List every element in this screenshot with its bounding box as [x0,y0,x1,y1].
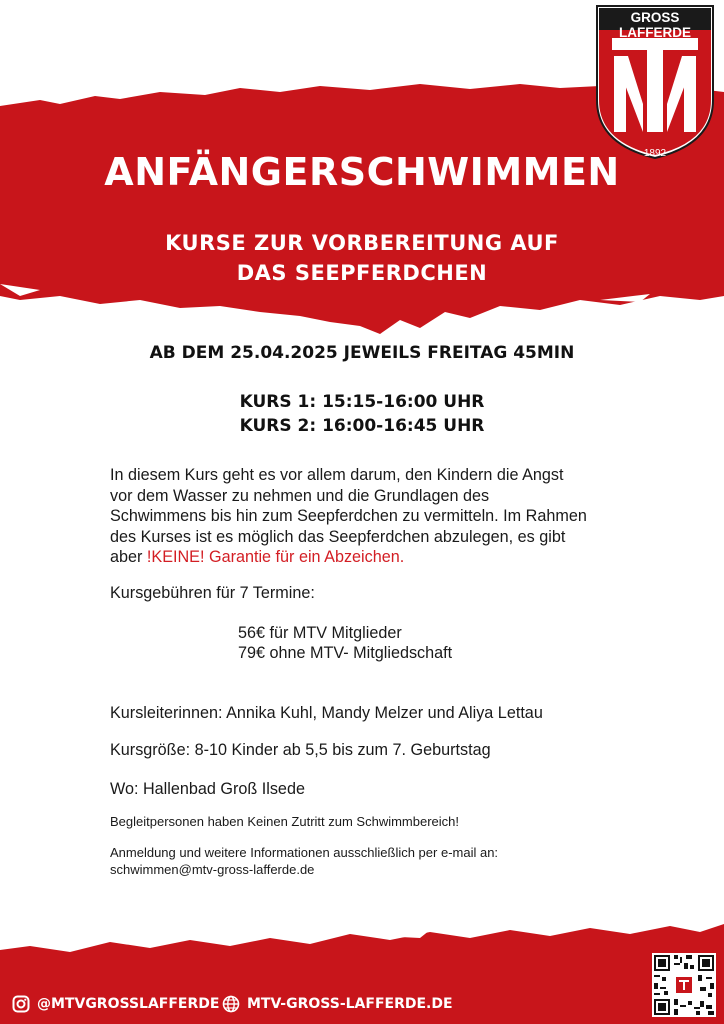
registration-text: Anmeldung und weitere Informationen ausschließlich per e-mail an: [110,845,499,860]
instagram-handle[interactable] [12,995,219,1013]
course-2-time: KURS 2: 16:00-16:45 UHR [239,416,485,436]
description-line: In diesem Kurs geht es vor allem darum, den Kindern die Angst [110,466,564,484]
registration-info [110,844,630,878]
globe-icon [222,995,240,1013]
course-description [110,465,630,568]
instagram-label: @MTVGROSSLAFFERDE [37,996,220,1012]
logo-name: GROSS LAFFERDE [619,10,691,40]
description-line [110,547,630,568]
registration-email[interactable]: schwimmen@mtv-gross-lafferde.de [110,862,315,877]
subtitle-line-1: KURSE ZUR VORBEREITUNG AUF [165,231,559,255]
fee-non-members: 79€ ohne MTV- Mitgliedschaft [238,644,453,662]
page-title: ANFÄNGERSCHWIMMEN [104,150,620,194]
logo-year: 1892 [643,148,667,159]
fees-heading: Kursgebühren für 7 Termine: [110,584,315,602]
subtitle [0,228,724,288]
instructors: Kursleiterinnen: Annika Kuhl, Mandy Melzer und Aliya Lettau [110,704,543,722]
subtitle-line-2: DAS SEEPFERDCHEN [236,261,488,285]
description-line: vor dem Wasser zu nehmen und die Grundlagen des [110,486,490,505]
website-label: MTV-GROSS-LAFFERDE.DE [247,996,453,1012]
course-1-time: KURS 1: 15:15-16:00 UHR [239,392,485,412]
group-size: Kursgröße: 8-10 Kinder ab 5,5 bis zum 7. Geburtstag [110,741,491,759]
description-line: des Kurses ist es möglich das Seepferdchen abzulegen, es gibt [110,527,566,546]
qr-code[interactable] [652,953,716,1017]
start-date-line: AB DEM 25.04.2025 JEWEILS FREITAG 45MIN [149,343,575,363]
website-link[interactable] [222,995,453,1013]
description-line: Schwimmens bis hin zum Seepferdchen zu vermitteln. Im Rahmen [110,507,587,526]
location: Wo: Hallenbad Groß Ilsede [110,780,305,798]
club-logo [594,4,716,160]
description-text: aber [110,548,147,567]
instagram-icon [12,995,30,1013]
fee-members: 56€ für MTV Mitglieder [238,624,402,642]
no-guarantee-warning: !KEINE! Garantie für ein Abzeichen. [146,548,405,567]
companion-note: Begleitpersonen haben Keinen Zutritt zum Schwimmbereich! [110,814,460,829]
